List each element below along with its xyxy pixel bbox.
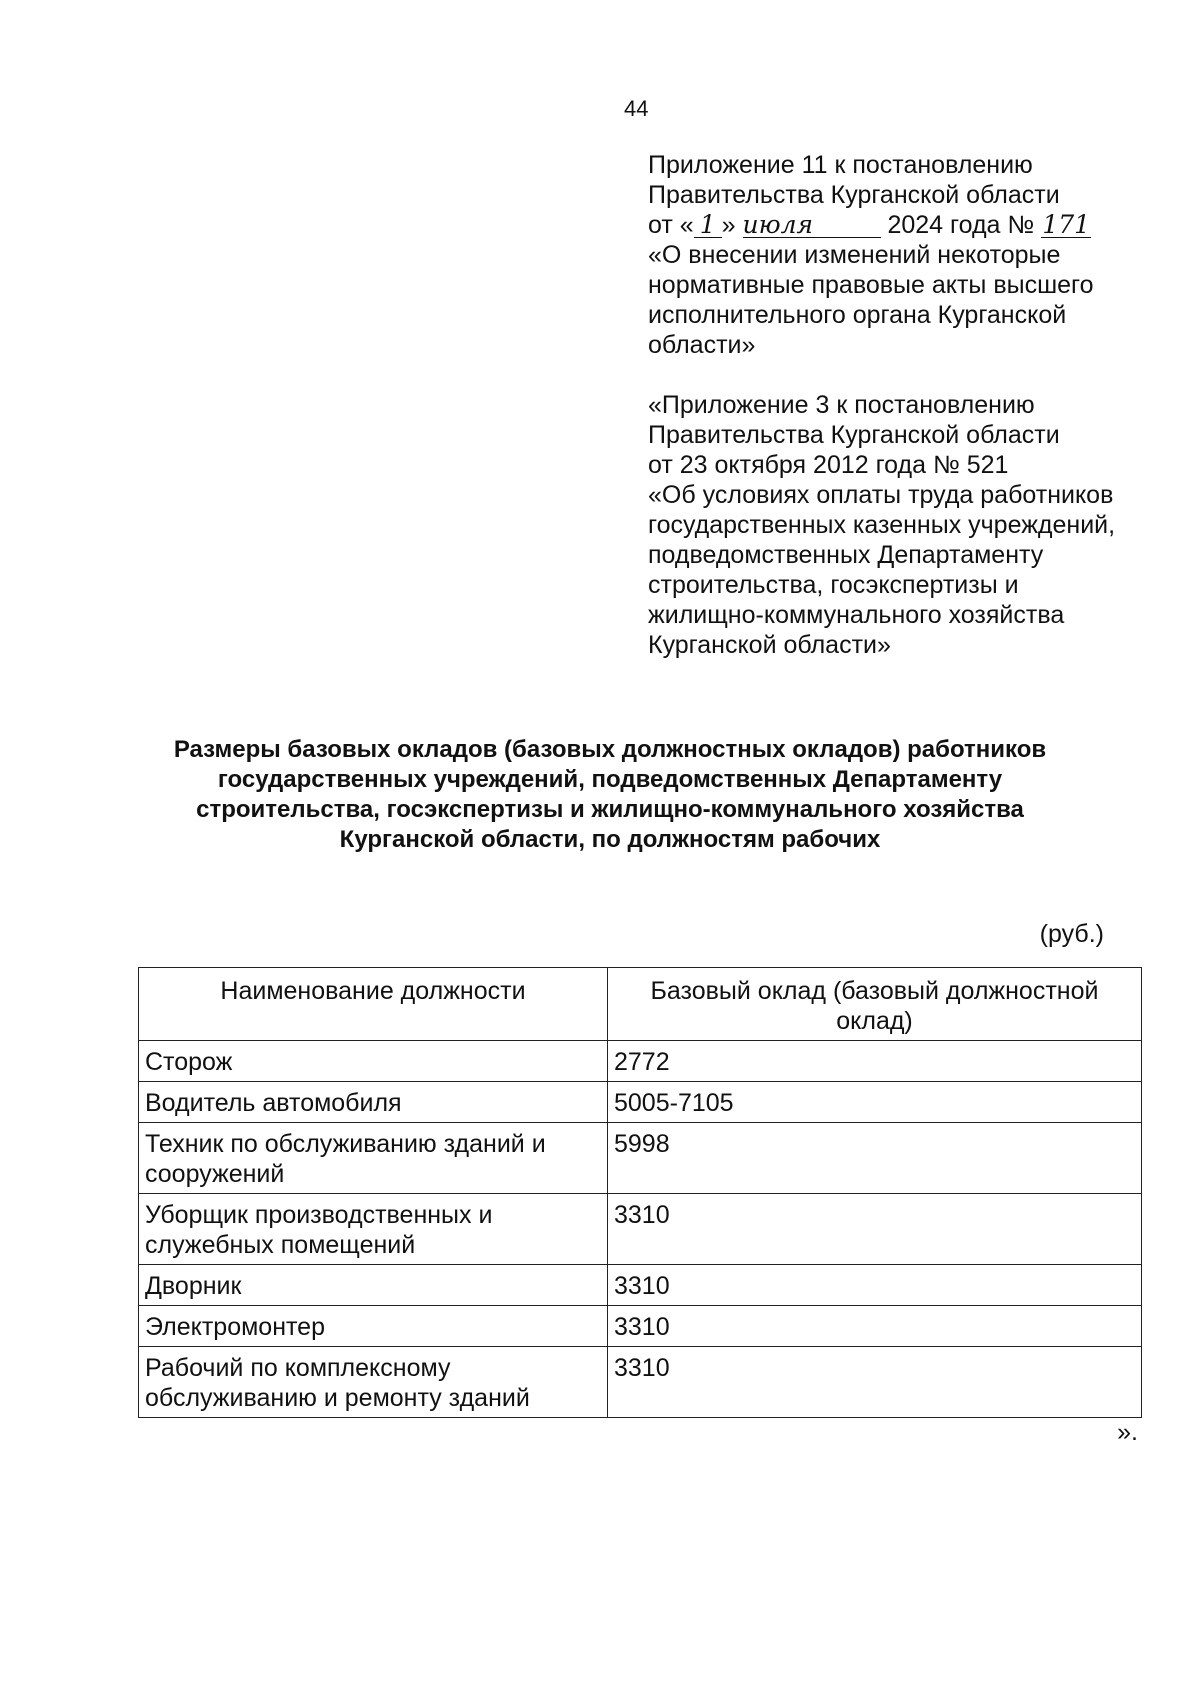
date-prefix: от « [648, 211, 694, 239]
decree-line: «О внесении изменений некоторые [648, 241, 1061, 269]
annex-line: «Приложение 3 к постановлению [648, 391, 1035, 419]
date-year: 2024 года № [887, 211, 1035, 239]
cell-salary: 3310 [608, 1265, 1142, 1306]
annex-line: от 23 октября 2012 года № 521 [648, 451, 1009, 479]
cell-position: Водитель автомобиля [139, 1082, 608, 1123]
header-position: Наименование должности [139, 968, 608, 1041]
handwritten-month: июля [743, 213, 881, 238]
handwritten-day: 1 [694, 213, 722, 238]
cell-salary: 5005-7105 [608, 1082, 1142, 1123]
header-line-1: Приложение 11 к постановлению [648, 151, 1033, 179]
annex-line: «Об условиях оплаты труда работников [648, 481, 1114, 509]
annex-line: жилищно-коммунального хозяйства [648, 601, 1065, 629]
cell-salary: 3310 [608, 1347, 1142, 1418]
title-line: Размеры базовых окладов (базовых должностных окладов) работников [173, 736, 1047, 763]
decree-line: исполнительного органа Курганской [648, 301, 1067, 329]
table-row [139, 1194, 1142, 1265]
cell-salary: 3310 [608, 1306, 1142, 1347]
cell-position: Электромонтер [139, 1306, 608, 1347]
salary-table [138, 967, 1142, 1418]
cell-position: Уборщик производственных и служебных помещений [139, 1194, 608, 1265]
annex-line: строительства, госэкспертизы и [648, 571, 1019, 599]
handwritten-doc-number: 171 [1042, 210, 1091, 239]
table-row [139, 1347, 1142, 1418]
cell-position: Рабочий по комплексному обслуживанию и ремонту зданий [139, 1347, 608, 1418]
table-row [139, 1082, 1142, 1123]
cell-salary: 5998 [608, 1123, 1142, 1194]
title-line: государственных учреждений, подведомственных Департаменту [217, 766, 1003, 793]
decree-line: нормативные правовые акты высшего [648, 271, 1094, 299]
cell-salary: 3310 [608, 1194, 1142, 1265]
cell-salary: 2772 [608, 1041, 1142, 1082]
title-line: Курганской области, по должностям рабочих [339, 826, 881, 853]
table-row [139, 1306, 1142, 1347]
title-line: строительства, госэкспертизы и жилищно-коммунального хозяйства [196, 796, 1024, 823]
closing-quote: ». [1117, 1418, 1138, 1446]
units-label: (руб.) [1039, 920, 1104, 948]
cell-position: Техник по обслуживанию зданий и сооружений [139, 1123, 608, 1194]
annex-line: Правительства Курганской области [648, 421, 1060, 449]
header-block [648, 150, 1168, 660]
page-number: 44 [624, 96, 649, 121]
header-date-line [648, 210, 1168, 240]
annex-line: Курганской области» [648, 631, 891, 659]
date-mid: » [721, 211, 736, 239]
table-header-row [139, 968, 1142, 1041]
table-row [139, 1123, 1142, 1194]
decree-line: области» [648, 331, 756, 359]
header-salary: Базовый оклад (базовый должностной оклад) [608, 968, 1142, 1041]
spacer [648, 360, 1168, 390]
cell-position: Дворник [139, 1265, 608, 1306]
annex-line: государственных казенных учреждений, [648, 511, 1116, 539]
table-row [139, 1265, 1142, 1306]
table-row [139, 1041, 1142, 1082]
header-line-2: Правительства Курганской области [648, 181, 1060, 209]
document-title [150, 735, 1070, 855]
cell-position: Сторож [139, 1041, 608, 1082]
annex-line: подведомственных Департаменту [648, 541, 1044, 569]
